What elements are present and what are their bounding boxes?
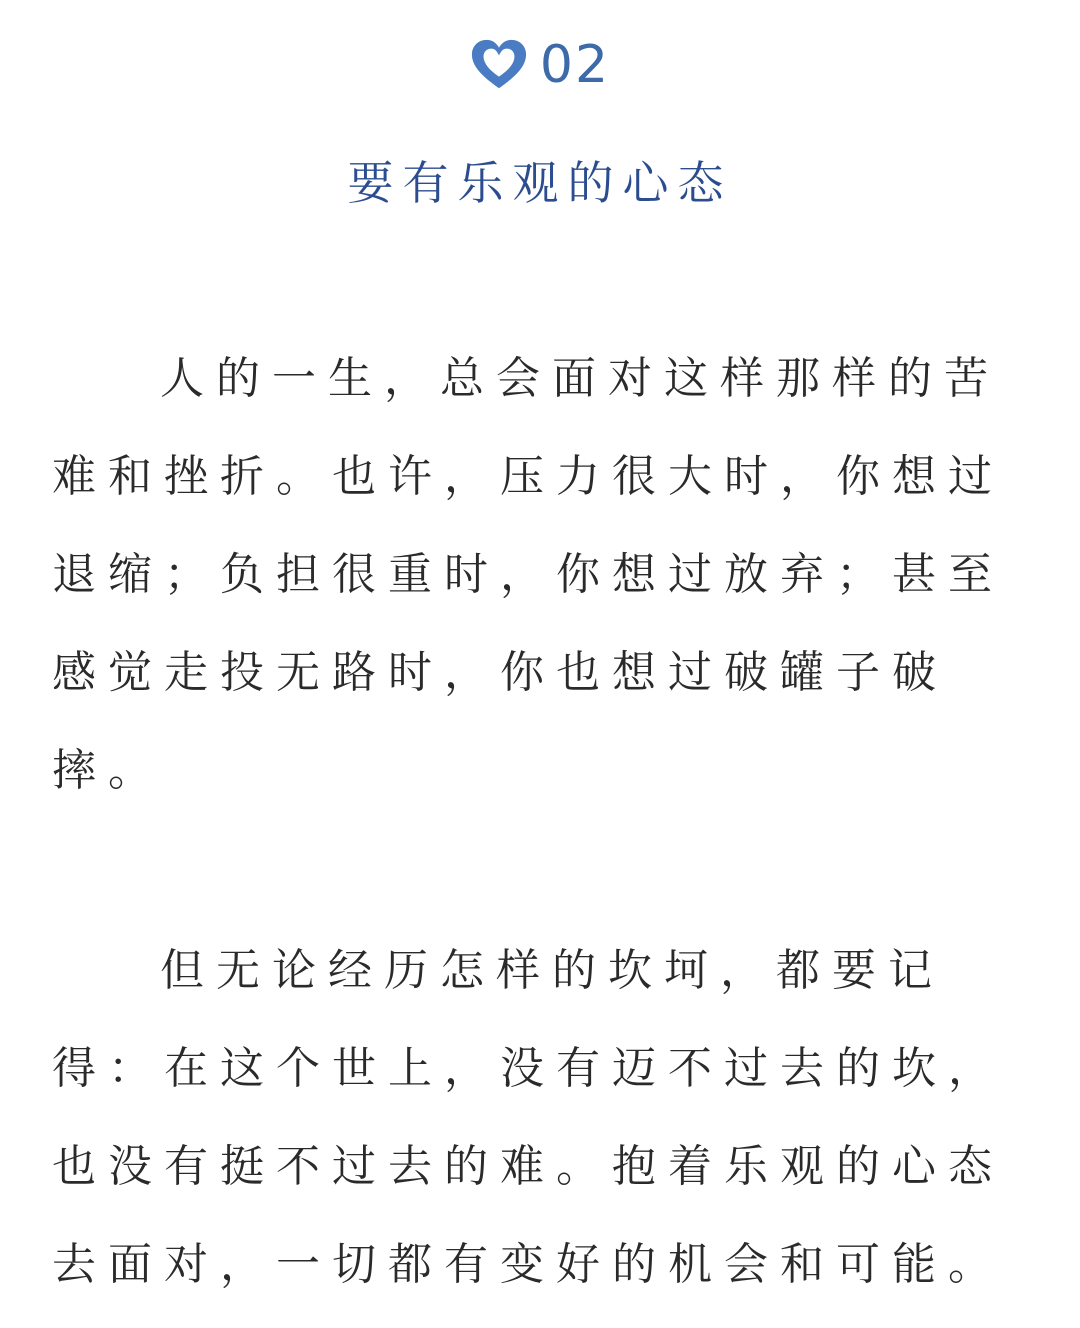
- section-title: 要有乐观的心态: [347, 156, 733, 210]
- paragraph-2: 但无论经历怎样的坎坷，都要记得：在这个世上，没有迈不过去的坎，也没有挺不过去的难。抱着乐观的心态去面对，一切都有变好的机会和可能。: [52, 945, 1004, 1290]
- heart-icon: [470, 37, 528, 93]
- section-header: [0, 30, 1080, 100]
- section-number: 02: [539, 35, 611, 95]
- paragraph-1: 人的一生，总会面对这样那样的苦难和挫折。也许，压力很大时，你想过退缩；负担很重时，你想过放弃；甚至感觉走投无路时，你也想过破罐子破摔。: [52, 353, 1004, 796]
